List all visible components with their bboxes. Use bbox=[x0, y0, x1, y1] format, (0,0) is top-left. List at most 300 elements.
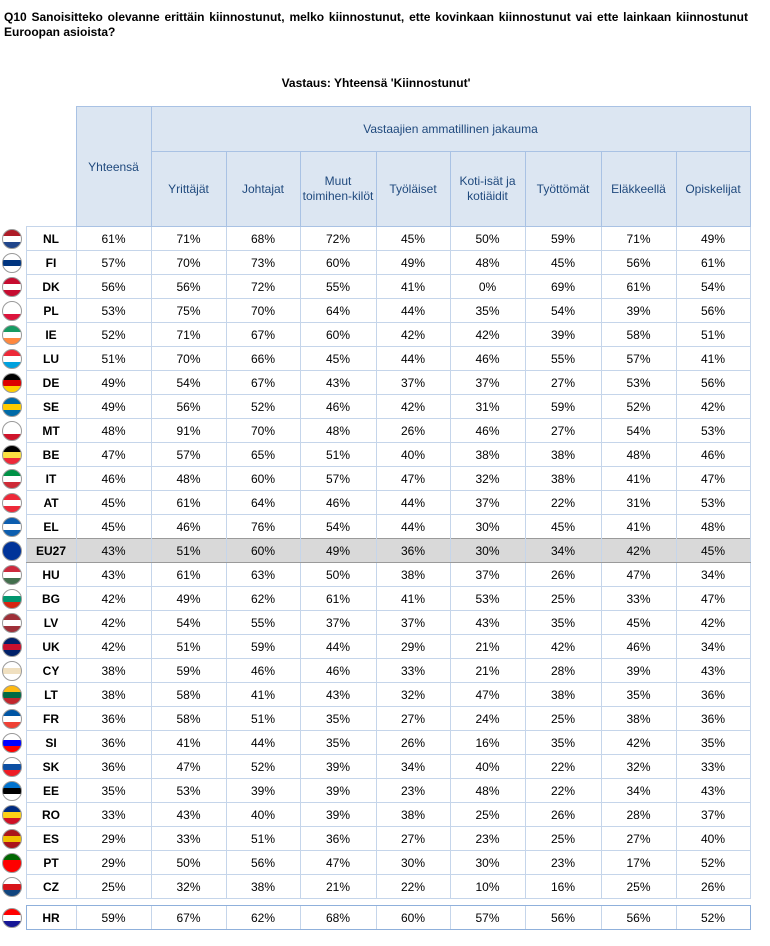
value-cell: 42% bbox=[376, 395, 450, 419]
value-cell: 41% bbox=[676, 347, 750, 371]
country-code: PT bbox=[26, 851, 76, 875]
value-cell: 33% bbox=[676, 755, 750, 779]
table-row bbox=[0, 491, 750, 515]
value-cell: 40% bbox=[676, 827, 750, 851]
value-cell: 27% bbox=[525, 371, 601, 395]
value-cell: 50% bbox=[450, 227, 525, 251]
value-cell: 41% bbox=[376, 587, 450, 611]
value-cell: 48% bbox=[300, 419, 376, 443]
value-cell: 46% bbox=[226, 659, 300, 683]
value-cell: 68% bbox=[300, 906, 376, 930]
value-cell: 39% bbox=[601, 659, 676, 683]
total-cell: 48% bbox=[76, 419, 151, 443]
total-cell: 33% bbox=[76, 803, 151, 827]
value-cell: 62% bbox=[226, 906, 300, 930]
value-cell: 46% bbox=[300, 659, 376, 683]
header-column: Koti-isät ja kotiäidit bbox=[450, 152, 525, 227]
value-cell: 48% bbox=[601, 443, 676, 467]
value-cell: 70% bbox=[151, 347, 226, 371]
value-cell: 33% bbox=[601, 587, 676, 611]
value-cell: 38% bbox=[450, 443, 525, 467]
value-cell: 45% bbox=[300, 347, 376, 371]
value-cell: 54% bbox=[676, 275, 750, 299]
value-cell: 38% bbox=[601, 707, 676, 731]
table-row bbox=[0, 395, 750, 419]
value-cell: 46% bbox=[300, 395, 376, 419]
value-cell: 54% bbox=[525, 299, 601, 323]
table-row bbox=[0, 419, 750, 443]
value-cell: 47% bbox=[450, 683, 525, 707]
value-cell: 50% bbox=[151, 851, 226, 875]
table-row bbox=[0, 299, 750, 323]
table-row bbox=[0, 875, 750, 899]
header-column: Yrittäjät bbox=[151, 152, 226, 227]
value-cell: 52% bbox=[226, 395, 300, 419]
value-cell: 52% bbox=[676, 906, 750, 930]
value-cell: 42% bbox=[601, 731, 676, 755]
country-code: UK bbox=[26, 635, 76, 659]
value-cell: 33% bbox=[151, 827, 226, 851]
value-cell: 44% bbox=[376, 347, 450, 371]
flag-cell bbox=[0, 515, 26, 539]
value-cell: 25% bbox=[450, 803, 525, 827]
value-cell: 52% bbox=[226, 755, 300, 779]
country-code: IE bbox=[26, 323, 76, 347]
value-cell: 56% bbox=[226, 851, 300, 875]
value-cell: 68% bbox=[226, 227, 300, 251]
value-cell: 34% bbox=[525, 539, 601, 563]
value-cell: 27% bbox=[525, 419, 601, 443]
value-cell: 38% bbox=[376, 803, 450, 827]
value-cell: 59% bbox=[151, 659, 226, 683]
value-cell: 46% bbox=[450, 347, 525, 371]
flag-cell bbox=[0, 635, 26, 659]
value-cell: 45% bbox=[601, 611, 676, 635]
value-cell: 40% bbox=[450, 755, 525, 779]
value-cell: 26% bbox=[525, 803, 601, 827]
value-cell: 65% bbox=[226, 443, 300, 467]
value-cell: 69% bbox=[525, 275, 601, 299]
value-cell: 57% bbox=[450, 906, 525, 930]
value-cell: 47% bbox=[676, 587, 750, 611]
country-code: BG bbox=[26, 587, 76, 611]
value-cell: 59% bbox=[525, 395, 601, 419]
flag-cell bbox=[0, 227, 26, 251]
value-cell: 50% bbox=[300, 563, 376, 587]
flag-cell bbox=[0, 251, 26, 275]
total-cell: 38% bbox=[76, 683, 151, 707]
flag-icon bbox=[2, 661, 22, 681]
value-cell: 27% bbox=[376, 827, 450, 851]
total-cell: 46% bbox=[76, 467, 151, 491]
value-cell: 45% bbox=[525, 515, 601, 539]
country-code: DK bbox=[26, 275, 76, 299]
country-code: LV bbox=[26, 611, 76, 635]
country-code: CZ bbox=[26, 875, 76, 899]
value-cell: 70% bbox=[226, 419, 300, 443]
value-cell: 48% bbox=[450, 251, 525, 275]
value-cell: 36% bbox=[376, 539, 450, 563]
country-code: MT bbox=[26, 419, 76, 443]
value-cell: 16% bbox=[525, 875, 601, 899]
value-cell: 33% bbox=[376, 659, 450, 683]
value-cell: 22% bbox=[525, 755, 601, 779]
value-cell: 27% bbox=[601, 827, 676, 851]
value-cell: 51% bbox=[151, 635, 226, 659]
flag-icon bbox=[2, 445, 22, 465]
total-cell: 53% bbox=[76, 299, 151, 323]
header-column: Johtajat bbox=[226, 152, 300, 227]
value-cell: 43% bbox=[676, 659, 750, 683]
value-cell: 60% bbox=[226, 467, 300, 491]
value-cell: 10% bbox=[450, 875, 525, 899]
value-cell: 35% bbox=[450, 299, 525, 323]
flag-cell bbox=[0, 323, 26, 347]
flag-cell bbox=[0, 587, 26, 611]
table-row bbox=[0, 251, 750, 275]
value-cell: 60% bbox=[300, 323, 376, 347]
value-cell: 67% bbox=[151, 906, 226, 930]
flag-icon bbox=[2, 613, 22, 633]
value-cell: 42% bbox=[376, 323, 450, 347]
value-cell: 39% bbox=[300, 755, 376, 779]
value-cell: 67% bbox=[226, 371, 300, 395]
value-cell: 60% bbox=[226, 539, 300, 563]
value-cell: 41% bbox=[226, 683, 300, 707]
flag-cell bbox=[0, 491, 26, 515]
flag-icon bbox=[2, 685, 22, 705]
value-cell: 39% bbox=[601, 299, 676, 323]
value-cell: 26% bbox=[376, 731, 450, 755]
flag-icon bbox=[2, 637, 22, 657]
header-total: Yhteensä bbox=[76, 107, 151, 227]
value-cell: 56% bbox=[151, 395, 226, 419]
value-cell: 57% bbox=[601, 347, 676, 371]
total-cell: 42% bbox=[76, 587, 151, 611]
table-row bbox=[0, 906, 750, 930]
country-code: SK bbox=[26, 755, 76, 779]
country-code: RO bbox=[26, 803, 76, 827]
table-row bbox=[0, 803, 750, 827]
value-cell: 70% bbox=[226, 299, 300, 323]
value-cell: 58% bbox=[151, 683, 226, 707]
total-cell: 36% bbox=[76, 755, 151, 779]
value-cell: 61% bbox=[601, 275, 676, 299]
value-cell: 47% bbox=[676, 467, 750, 491]
country-code: HR bbox=[26, 906, 76, 930]
value-cell: 25% bbox=[525, 827, 601, 851]
value-cell: 35% bbox=[525, 731, 601, 755]
value-cell: 39% bbox=[226, 779, 300, 803]
value-cell: 61% bbox=[676, 251, 750, 275]
value-cell: 51% bbox=[676, 323, 750, 347]
value-cell: 61% bbox=[151, 563, 226, 587]
flag-icon bbox=[2, 565, 22, 585]
value-cell: 51% bbox=[300, 443, 376, 467]
country-code: EL bbox=[26, 515, 76, 539]
table-row bbox=[0, 827, 750, 851]
flag-icon bbox=[2, 805, 22, 825]
value-cell: 60% bbox=[376, 906, 450, 930]
flag-icon bbox=[2, 493, 22, 513]
country-code: IT bbox=[26, 467, 76, 491]
value-cell: 47% bbox=[376, 467, 450, 491]
value-cell: 37% bbox=[450, 563, 525, 587]
value-cell: 71% bbox=[151, 323, 226, 347]
value-cell: 45% bbox=[525, 251, 601, 275]
table-row bbox=[0, 851, 750, 875]
value-cell: 42% bbox=[676, 395, 750, 419]
value-cell: 53% bbox=[601, 371, 676, 395]
table-row bbox=[0, 227, 750, 251]
value-cell: 56% bbox=[525, 906, 601, 930]
total-cell: 29% bbox=[76, 851, 151, 875]
table-row bbox=[0, 515, 750, 539]
flag-cell bbox=[0, 731, 26, 755]
value-cell: 23% bbox=[376, 779, 450, 803]
total-cell: 38% bbox=[76, 659, 151, 683]
value-cell: 42% bbox=[676, 611, 750, 635]
value-cell: 54% bbox=[300, 515, 376, 539]
flag-cell bbox=[0, 371, 26, 395]
country-code: AT bbox=[26, 491, 76, 515]
value-cell: 51% bbox=[151, 539, 226, 563]
value-cell: 58% bbox=[601, 323, 676, 347]
value-cell: 36% bbox=[676, 683, 750, 707]
flag-icon bbox=[2, 733, 22, 753]
value-cell: 39% bbox=[525, 323, 601, 347]
flag-icon bbox=[2, 421, 22, 441]
table-row bbox=[0, 275, 750, 299]
table-row bbox=[0, 683, 750, 707]
value-cell: 56% bbox=[151, 275, 226, 299]
value-cell: 35% bbox=[525, 611, 601, 635]
value-cell: 34% bbox=[601, 779, 676, 803]
value-cell: 38% bbox=[226, 875, 300, 899]
flag-icon bbox=[2, 709, 22, 729]
flag-cell bbox=[0, 275, 26, 299]
flag-icon bbox=[2, 541, 22, 561]
total-cell: 57% bbox=[76, 251, 151, 275]
total-cell: 42% bbox=[76, 611, 151, 635]
value-cell: 47% bbox=[300, 851, 376, 875]
country-code: FR bbox=[26, 707, 76, 731]
value-cell: 46% bbox=[151, 515, 226, 539]
value-cell: 59% bbox=[226, 635, 300, 659]
total-cell: 29% bbox=[76, 827, 151, 851]
value-cell: 38% bbox=[525, 683, 601, 707]
value-cell: 37% bbox=[676, 803, 750, 827]
value-cell: 17% bbox=[601, 851, 676, 875]
value-cell: 37% bbox=[376, 611, 450, 635]
table-row bbox=[0, 731, 750, 755]
value-cell: 26% bbox=[676, 875, 750, 899]
value-cell: 26% bbox=[525, 563, 601, 587]
flag-icon bbox=[2, 469, 22, 489]
value-cell: 39% bbox=[300, 803, 376, 827]
value-cell: 44% bbox=[300, 635, 376, 659]
value-cell: 56% bbox=[676, 299, 750, 323]
total-cell: 59% bbox=[76, 906, 151, 930]
table-subtitle: Vastaus: Yhteensä 'Kiinnostunut' bbox=[281, 76, 471, 90]
flag-cell bbox=[0, 539, 26, 563]
value-cell: 32% bbox=[151, 875, 226, 899]
value-cell: 51% bbox=[226, 827, 300, 851]
total-cell: 51% bbox=[76, 347, 151, 371]
value-cell: 22% bbox=[525, 491, 601, 515]
value-cell: 59% bbox=[525, 227, 601, 251]
value-cell: 28% bbox=[525, 659, 601, 683]
value-cell: 49% bbox=[676, 227, 750, 251]
value-cell: 37% bbox=[450, 371, 525, 395]
value-cell: 73% bbox=[226, 251, 300, 275]
total-cell: 42% bbox=[76, 635, 151, 659]
table-row bbox=[0, 659, 750, 683]
value-cell: 36% bbox=[676, 707, 750, 731]
country-code: ES bbox=[26, 827, 76, 851]
value-cell: 64% bbox=[226, 491, 300, 515]
value-cell: 58% bbox=[151, 707, 226, 731]
flag-cell bbox=[0, 659, 26, 683]
flag-cell bbox=[0, 683, 26, 707]
header-blank bbox=[0, 107, 76, 227]
value-cell: 55% bbox=[525, 347, 601, 371]
value-cell: 35% bbox=[676, 731, 750, 755]
total-cell: 35% bbox=[76, 779, 151, 803]
value-cell: 36% bbox=[300, 827, 376, 851]
total-cell: 45% bbox=[76, 515, 151, 539]
country-code: NL bbox=[26, 227, 76, 251]
value-cell: 48% bbox=[676, 515, 750, 539]
value-cell: 44% bbox=[226, 731, 300, 755]
value-cell: 40% bbox=[376, 443, 450, 467]
total-cell: 52% bbox=[76, 323, 151, 347]
value-cell: 28% bbox=[601, 803, 676, 827]
value-cell: 42% bbox=[525, 635, 601, 659]
table-row bbox=[0, 755, 750, 779]
total-cell: 47% bbox=[76, 443, 151, 467]
value-cell: 91% bbox=[151, 419, 226, 443]
value-cell: 43% bbox=[450, 611, 525, 635]
total-cell: 36% bbox=[76, 731, 151, 755]
header-column: Eläkkeellä bbox=[601, 152, 676, 227]
flag-cell bbox=[0, 395, 26, 419]
value-cell: 56% bbox=[601, 251, 676, 275]
flag-icon bbox=[2, 853, 22, 873]
flag-cell bbox=[0, 755, 26, 779]
value-cell: 34% bbox=[676, 563, 750, 587]
value-cell: 30% bbox=[450, 539, 525, 563]
country-code: SI bbox=[26, 731, 76, 755]
country-code: EU27 bbox=[26, 539, 76, 563]
value-cell: 43% bbox=[151, 803, 226, 827]
flag-icon bbox=[2, 301, 22, 321]
value-cell: 29% bbox=[376, 635, 450, 659]
question-text: Q10 Sanoisitteko olevanne erittäin kiinnostunut, melko kiinnostunut, ette kovinkaan kiinnostunut vai ette lainkaan kiinnostunut Euroopan asioista? bbox=[4, 10, 748, 39]
value-cell: 56% bbox=[601, 906, 676, 930]
flag-cell bbox=[0, 611, 26, 635]
flag-icon bbox=[2, 829, 22, 849]
flag-cell bbox=[0, 443, 26, 467]
total-cell: 25% bbox=[76, 875, 151, 899]
value-cell: 44% bbox=[376, 299, 450, 323]
flag-icon bbox=[2, 253, 22, 273]
value-cell: 30% bbox=[376, 851, 450, 875]
value-cell: 46% bbox=[676, 443, 750, 467]
table-row bbox=[0, 467, 750, 491]
table-row bbox=[0, 563, 750, 587]
value-cell: 41% bbox=[601, 467, 676, 491]
value-cell: 42% bbox=[601, 539, 676, 563]
value-cell: 37% bbox=[376, 371, 450, 395]
country-code: DE bbox=[26, 371, 76, 395]
value-cell: 30% bbox=[450, 515, 525, 539]
header-column: Työläiset bbox=[376, 152, 450, 227]
flag-cell bbox=[0, 851, 26, 875]
total-cell: 49% bbox=[76, 371, 151, 395]
table-row bbox=[0, 347, 750, 371]
table-row bbox=[0, 635, 750, 659]
flag-icon bbox=[2, 517, 22, 537]
country-code: PL bbox=[26, 299, 76, 323]
flag-icon bbox=[2, 877, 22, 897]
value-cell: 38% bbox=[525, 467, 601, 491]
flag-icon bbox=[2, 325, 22, 345]
value-cell: 52% bbox=[601, 395, 676, 419]
value-cell: 38% bbox=[525, 443, 601, 467]
value-cell: 45% bbox=[376, 227, 450, 251]
value-cell: 37% bbox=[450, 491, 525, 515]
total-cell: 49% bbox=[76, 395, 151, 419]
value-cell: 21% bbox=[450, 635, 525, 659]
value-cell: 27% bbox=[376, 707, 450, 731]
value-cell: 75% bbox=[151, 299, 226, 323]
value-cell: 53% bbox=[450, 587, 525, 611]
value-cell: 49% bbox=[376, 251, 450, 275]
flag-cell bbox=[0, 875, 26, 899]
value-cell: 49% bbox=[300, 539, 376, 563]
table-row bbox=[0, 611, 750, 635]
table-row bbox=[0, 707, 750, 731]
value-cell: 67% bbox=[226, 323, 300, 347]
value-cell: 61% bbox=[300, 587, 376, 611]
value-cell: 51% bbox=[226, 707, 300, 731]
header-column: Muut toimihen-kilöt bbox=[300, 152, 376, 227]
value-cell: 35% bbox=[300, 731, 376, 755]
table-row bbox=[0, 587, 750, 611]
total-cell: 45% bbox=[76, 491, 151, 515]
value-cell: 57% bbox=[300, 467, 376, 491]
value-cell: 62% bbox=[226, 587, 300, 611]
value-cell: 35% bbox=[300, 707, 376, 731]
flag-cell bbox=[0, 803, 26, 827]
flag-icon bbox=[2, 757, 22, 777]
country-code: CY bbox=[26, 659, 76, 683]
flag-cell bbox=[0, 419, 26, 443]
value-cell: 25% bbox=[601, 875, 676, 899]
value-cell: 56% bbox=[676, 371, 750, 395]
value-cell: 46% bbox=[450, 419, 525, 443]
value-cell: 32% bbox=[450, 467, 525, 491]
value-cell: 44% bbox=[376, 491, 450, 515]
country-code: FI bbox=[26, 251, 76, 275]
value-cell: 42% bbox=[450, 323, 525, 347]
flag-cell bbox=[0, 563, 26, 587]
value-cell: 41% bbox=[601, 515, 676, 539]
value-cell: 45% bbox=[676, 539, 750, 563]
total-cell: 43% bbox=[76, 563, 151, 587]
table-row bbox=[0, 779, 750, 803]
